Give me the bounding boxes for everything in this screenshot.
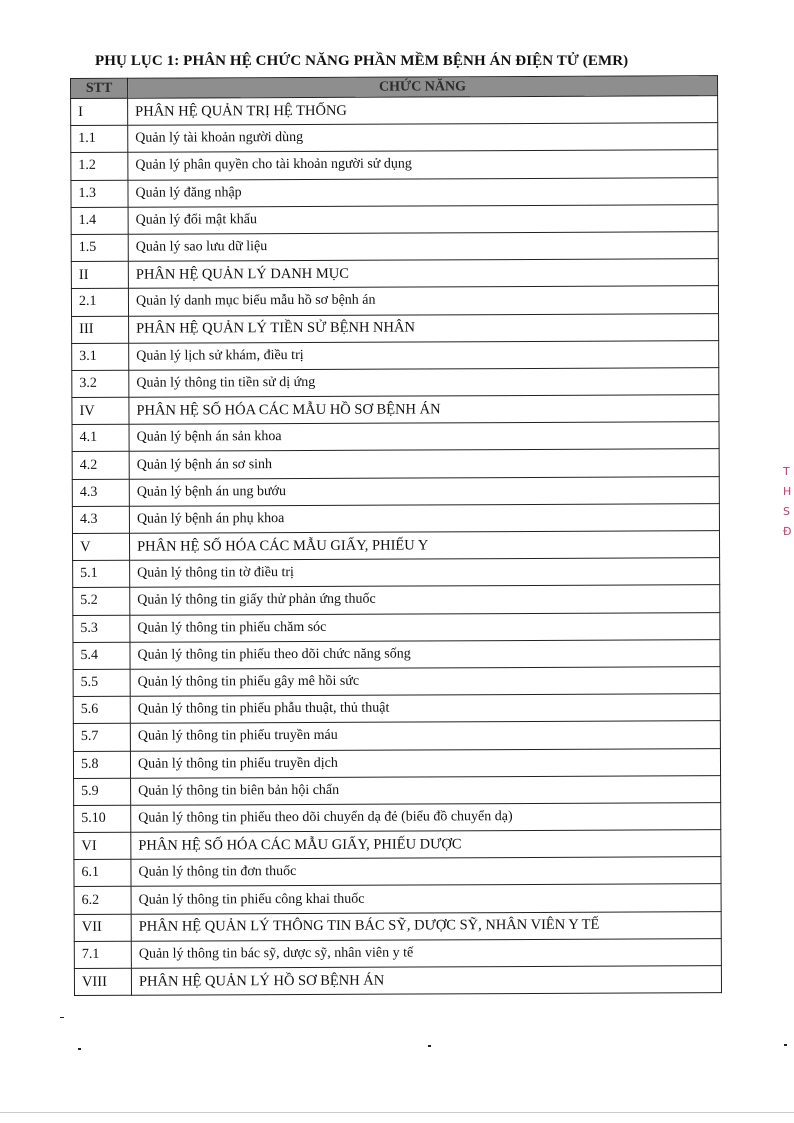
row-function: Quản lý thông tin phiếu truyền máu	[130, 721, 720, 751]
row-function: PHÂN HỆ QUẢN LÝ HỒ SƠ BỆNH ÁN	[131, 966, 721, 996]
table-row	[72, 476, 719, 506]
section-row	[72, 313, 719, 343]
row-stt: 1.3	[71, 180, 128, 207]
section-row	[74, 966, 721, 996]
row-stt: 6.2	[74, 887, 131, 914]
red-stamp-fragment	[783, 462, 794, 542]
row-stt: 1.4	[71, 207, 128, 234]
section-row	[72, 531, 719, 561]
row-function: PHÂN HỆ QUẢN LÝ THÔNG TIN BÁC SỸ, DƯỢC SỸ, NHÂN VIÊN Y TẾ	[131, 911, 721, 941]
row-stt: 3.1	[72, 343, 129, 370]
header-function: CHỨC NĂNG	[128, 76, 718, 99]
scan-speck	[428, 1045, 431, 1047]
table-header-row	[71, 76, 718, 99]
row-stt: 5.9	[74, 778, 131, 805]
row-stt: 5.5	[73, 669, 130, 696]
row-function: Quản lý tài khoản người dùng	[128, 123, 718, 153]
row-function: Quản lý bệnh án sản khoa	[129, 422, 719, 452]
table-row	[74, 938, 721, 968]
row-function: Quản lý thông tin giấy thử phản ứng thuốc	[130, 585, 720, 615]
table-row	[73, 748, 720, 778]
row-function: Quản lý thông tin phiếu theo dõi chuyển dạ đẻ (biểu đồ chuyển dạ)	[131, 803, 721, 833]
table-row	[74, 884, 721, 914]
table-row	[73, 667, 720, 697]
table-row	[73, 558, 720, 588]
row-function: Quản lý bệnh án ung bướu	[129, 476, 719, 506]
row-stt: 5.6	[73, 696, 130, 723]
table-row	[71, 204, 718, 234]
table-row	[71, 177, 718, 207]
table-row	[74, 803, 721, 833]
table-row	[72, 422, 719, 452]
table-row	[73, 721, 720, 751]
row-function: PHÂN HỆ QUẢN TRỊ HỆ THỐNG	[128, 96, 718, 126]
scan-speck	[60, 1017, 64, 1018]
row-stt: 4.3	[72, 479, 129, 506]
row-stt: 5.2	[73, 588, 130, 615]
row-stt: 7.1	[74, 941, 131, 968]
row-stt: VI	[74, 832, 131, 859]
row-stt: VIII	[74, 968, 131, 995]
table-body	[71, 96, 722, 996]
header-stt: STT	[71, 78, 128, 98]
row-function: Quản lý thông tin bác sỹ, dược sỹ, nhân viên y tế	[131, 938, 721, 968]
table-row	[71, 123, 718, 153]
row-stt: 4.2	[72, 452, 129, 479]
row-stt: 4.1	[72, 424, 129, 451]
stamp-char: H	[783, 485, 792, 498]
row-function: Quản lý thông tin phiếu công khai thuốc	[131, 884, 721, 914]
table-row	[72, 368, 719, 398]
table-row	[73, 694, 720, 724]
section-row	[71, 96, 718, 126]
section-row	[72, 395, 719, 425]
row-stt: IV	[72, 397, 129, 424]
row-stt: VII	[74, 914, 131, 941]
row-function: PHÂN HỆ SỐ HÓA CÁC MẪU GIẤY, PHIẾU Y	[129, 531, 719, 561]
table-row	[72, 449, 719, 479]
row-function: PHÂN HỆ QUẢN LÝ TIỀN SỬ BỆNH NHÂN	[129, 313, 719, 343]
row-function: PHÂN HỆ SỐ HÓA CÁC MẪU GIẤY, PHIẾU DƯỢC	[131, 830, 721, 860]
stamp-char: T	[783, 465, 790, 478]
row-function: Quản lý thông tin phiếu truyền dịch	[130, 748, 720, 778]
table-row	[74, 857, 721, 887]
row-function: Quản lý thông tin phiếu theo dõi chức năng sống	[130, 639, 720, 669]
row-function: Quản lý danh mục biểu mẫu hồ sơ bệnh án	[128, 286, 718, 316]
table-row	[74, 775, 721, 805]
table-row	[73, 612, 720, 642]
row-function: Quản lý thông tin phiếu chăm sóc	[130, 612, 720, 642]
row-function: Quản lý thông tin đơn thuốc	[131, 857, 721, 887]
row-stt: V	[72, 533, 129, 560]
row-stt: III	[72, 316, 129, 343]
table-row	[72, 340, 719, 370]
row-stt: II	[71, 261, 128, 288]
table-row	[73, 585, 720, 615]
table-row	[73, 639, 720, 669]
scan-speck	[78, 1048, 81, 1050]
row-stt: 4.3	[72, 506, 129, 533]
row-function: Quản lý lịch sử khám, điều trị	[129, 340, 719, 370]
function-table	[70, 75, 722, 996]
row-stt: 3.2	[72, 370, 129, 397]
row-stt: 6.1	[74, 859, 131, 886]
row-function: Quản lý thông tin biên bản hội chẩn	[131, 775, 721, 805]
stamp-char: S	[783, 505, 790, 518]
row-function: Quản lý thông tin tờ điều trị	[130, 558, 720, 588]
table-row	[71, 232, 718, 262]
row-stt: 5.4	[73, 642, 130, 669]
section-row	[74, 911, 721, 941]
row-function: Quản lý sao lưu dữ liệu	[128, 232, 718, 262]
row-stt: 5.8	[73, 751, 130, 778]
row-stt: 1.1	[71, 125, 128, 152]
row-function: Quản lý thông tin phiếu phẫu thuật, thủ thuật	[130, 694, 720, 724]
stamp-char: Đ	[783, 525, 792, 538]
row-stt: 5.10	[74, 805, 131, 832]
row-stt: 1.2	[71, 153, 128, 180]
table-row	[72, 503, 719, 533]
row-stt: 5.3	[73, 615, 130, 642]
row-stt: 1.5	[71, 234, 128, 261]
row-stt: 5.1	[73, 560, 130, 587]
row-stt: 2.1	[71, 289, 128, 316]
scan-speck	[784, 1044, 787, 1046]
table-row	[71, 286, 718, 316]
scan-edge-line	[0, 1112, 794, 1113]
row-function: PHÂN HỆ SỐ HÓA CÁC MẪU HỒ SƠ BỆNH ÁN	[129, 395, 719, 425]
row-function: Quản lý bệnh án sơ sinh	[129, 449, 719, 479]
row-stt: 5.7	[73, 724, 130, 751]
row-function: Quản lý bệnh án phụ khoa	[129, 503, 719, 533]
section-row	[71, 259, 718, 289]
row-function: PHÂN HỆ QUẢN LÝ DANH MỤC	[128, 259, 718, 289]
row-function: Quản lý đổi mật khẩu	[128, 204, 718, 234]
section-row	[74, 830, 721, 860]
page-title: PHỤ LỤC 1: PHÂN HỆ CHỨC NĂNG PHẦN MỀM BỆNH ÁN ĐIỆN TỬ (EMR)	[95, 53, 629, 69]
row-function: Quản lý phân quyền cho tài khoản người sử dụng	[128, 150, 718, 180]
table-row	[71, 150, 718, 180]
row-function: Quản lý thông tin phiếu gây mê hồi sức	[130, 667, 720, 697]
row-function: Quản lý thông tin tiền sử dị ứng	[129, 368, 719, 398]
row-function: Quản lý đăng nhập	[128, 177, 718, 207]
row-stt: I	[71, 98, 128, 125]
